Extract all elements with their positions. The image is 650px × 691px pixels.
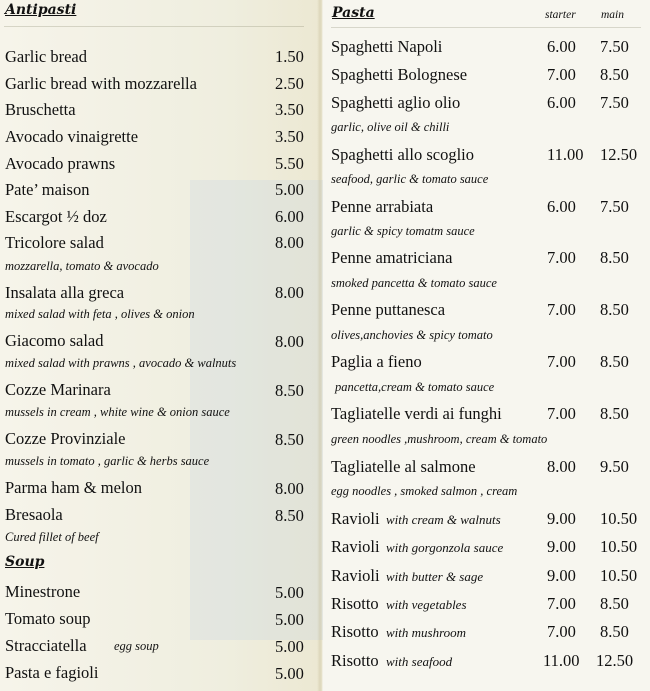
menu-item-description: garlic, olive oil & chilli: [331, 120, 450, 134]
menu-item-name: Tricolore salad: [5, 233, 104, 252]
menu-item-price: 8.00: [275, 233, 304, 252]
menu-item-price: 5.00: [275, 583, 304, 602]
menu-item-name: Spaghetti aglio olio: [331, 93, 461, 112]
menu-item-starter-price: 9.00: [547, 509, 576, 528]
menu-item-main-price: 8.50: [600, 352, 629, 371]
menu-item-name: Penne amatriciana: [331, 248, 453, 267]
menu-item-variant: with vegetables: [386, 597, 467, 612]
menu-item-variant: with mushroom: [386, 625, 467, 640]
menu-item-price: 8.00: [275, 283, 304, 302]
menu-item-name: Parma ham & melon: [5, 478, 143, 497]
menu-item-main-price: 8.50: [600, 300, 629, 319]
menu-item-description: Cured fillet of beef: [5, 530, 99, 544]
menu-item-name: Bresaola: [5, 505, 63, 524]
menu-item-variant: with seafood: [386, 654, 453, 669]
menu-item-name: Ravioli: [331, 566, 380, 585]
menu-item-name: Tomato soup: [5, 609, 91, 628]
menu-item-description: seafood, garlic & tomato sauce: [331, 172, 489, 186]
menu-item-price: 2.50: [275, 74, 304, 93]
menu-item-starter-price: 7.00: [547, 404, 576, 423]
menu-item-starter-price: 8.00: [547, 457, 576, 476]
menu-item-variant: with cream & walnuts: [386, 512, 501, 527]
menu-item-price: 5.00: [275, 610, 304, 629]
menu-item-name: Spaghetti Bolognese: [331, 65, 468, 84]
menu-item-price: 8.50: [275, 381, 304, 400]
menu-item-name: Garlic bread with mozzarella: [5, 74, 197, 93]
menu-item-name: Insalata alla greca: [5, 283, 125, 302]
menu-item-main-price: 7.50: [600, 93, 629, 112]
menu-item-starter-price: 7.00: [547, 352, 576, 371]
menu-item-description: green noodles ,mushroom, cream & tomato: [331, 432, 548, 446]
menu-item-note: egg soup: [114, 639, 159, 653]
menu-item-name: Garlic bread: [5, 47, 87, 66]
menu-item-starter-price: 6.00: [547, 93, 576, 112]
menu-item-price: 6.00: [275, 207, 304, 226]
antipasti-heading: Antipasti: [5, 2, 77, 18]
menu-item-name: Giacomo salad: [5, 331, 104, 350]
column-header-main: main: [601, 9, 624, 21]
menu-item-price: 5.50: [275, 154, 304, 173]
menu-item-name: Avocado prawns: [5, 154, 116, 173]
pasta-heading-rule: [331, 27, 641, 28]
menu-item-name: Cozze Marinara: [5, 380, 111, 399]
menu-item-name: Paglia a fieno: [331, 352, 422, 371]
menu-item-name: Cozze Provinziale: [5, 429, 126, 448]
menu-item-name: Pate’ maison: [5, 180, 90, 199]
menu-item-variant: with gorgonzola sauce: [386, 540, 504, 555]
menu-item-name: Risotto: [331, 594, 379, 613]
menu-item-starter-price: 7.00: [547, 65, 576, 84]
menu-item-price: 5.00: [275, 664, 304, 683]
menu-item-name: Pasta e fagioli: [5, 663, 99, 682]
menu-item-name: Tagliatelle al salmone: [331, 457, 476, 476]
menu-item-description: mozzarella, tomato & avocado: [5, 259, 159, 273]
menu-item-main-price: 9.50: [600, 457, 629, 476]
menu-item-starter-price: 7.00: [547, 300, 576, 319]
menu-item-description: mixed salad with prawns , avocado & walnuts: [5, 356, 237, 370]
menu-item-name: Penne arrabiata: [331, 197, 434, 216]
menu-item-description: garlic & spicy tomatm sauce: [331, 224, 475, 238]
menu-item-starter-price: 11.00: [547, 145, 584, 164]
menu-item-main-price: 8.50: [600, 404, 629, 423]
pasta-heading: Pasta: [332, 5, 375, 21]
menu-item-name: Spaghetti Napoli: [331, 37, 443, 56]
menu-item-variant: with butter & sage: [386, 569, 484, 584]
menu-item-price: 8.50: [275, 430, 304, 449]
menu-item-main-price: 10.50: [600, 537, 638, 556]
menu-item-description: smoked pancetta & tomato sauce: [331, 276, 497, 290]
menu-item-starter-price: 6.00: [547, 37, 576, 56]
menu-item-starter-price: 9.00: [547, 537, 576, 556]
menu-item-name: Ravioli: [331, 509, 380, 528]
menu-item-starter-price: 11.00: [543, 651, 580, 670]
menu-item-price: 3.50: [275, 127, 304, 146]
menu-item-starter-price: 6.00: [547, 197, 576, 216]
menu-item-main-price: 8.50: [600, 622, 629, 641]
menu-item-name: Stracciatella: [5, 636, 87, 655]
menu-item-starter-price: 9.00: [547, 566, 576, 585]
menu-item-price: 5.00: [275, 637, 304, 656]
menu-item-main-price: 10.50: [600, 509, 638, 528]
menu-item-name: Risotto: [331, 622, 379, 641]
menu-item-price: 1.50: [275, 47, 304, 66]
menu-item-description: mussels in cream , white wine & onion sauce: [5, 405, 230, 419]
menu-item-main-price: 7.50: [600, 37, 629, 56]
menu-item-name: Bruschetta: [5, 100, 76, 119]
menu-item-price: 8.50: [275, 506, 304, 525]
menu-item-main-price: 10.50: [600, 566, 638, 585]
menu-item-main-price: 7.50: [600, 197, 629, 216]
menu-item-price: 5.00: [275, 180, 304, 199]
menu-item-main-price: 8.50: [600, 65, 629, 84]
menu-item-description: mixed salad with feta , olives & onion: [5, 307, 195, 321]
menu-item-main-price: 12.50: [600, 145, 638, 164]
menu-item-price: 3.50: [275, 100, 304, 119]
antipasti-heading-rule: [4, 26, 304, 27]
soup-heading: Soup: [5, 554, 45, 570]
menu-item-description: olives,anchovies & spicy tomato: [331, 328, 493, 342]
menu-item-name: Ravioli: [331, 537, 380, 556]
menu-item-name: Tagliatelle verdi ai funghi: [331, 404, 502, 423]
menu-item-starter-price: 7.00: [547, 248, 576, 267]
column-header-starter: starter: [545, 9, 576, 21]
menu-item-name: Spaghetti allo scoglio: [331, 145, 474, 164]
menu-item-name: Avocado vinaigrette: [5, 127, 139, 146]
menu-item-description: pancetta,cream & tomato sauce: [335, 380, 495, 394]
menu-item-starter-price: 7.00: [547, 622, 576, 641]
menu-item-main-price: 8.50: [600, 594, 629, 613]
menu-item-name: Penne puttanesca: [331, 300, 446, 319]
menu-item-name: Escargot ½ doz: [5, 207, 107, 226]
menu-item-price: 8.00: [275, 332, 304, 351]
column-divider: [317, 0, 323, 691]
menu-item-description: egg noodles , smoked salmon , cream: [331, 484, 518, 498]
menu-item-name: Minestrone: [5, 582, 81, 601]
menu-item-main-price: 8.50: [600, 248, 629, 267]
menu-item-starter-price: 7.00: [547, 594, 576, 613]
menu-item-price: 8.00: [275, 479, 304, 498]
menu-item-main-price: 12.50: [596, 651, 634, 670]
menu-item-name: Risotto: [331, 651, 379, 670]
menu-item-description: mussels in tomato , garlic & herbs sauce: [5, 454, 210, 468]
